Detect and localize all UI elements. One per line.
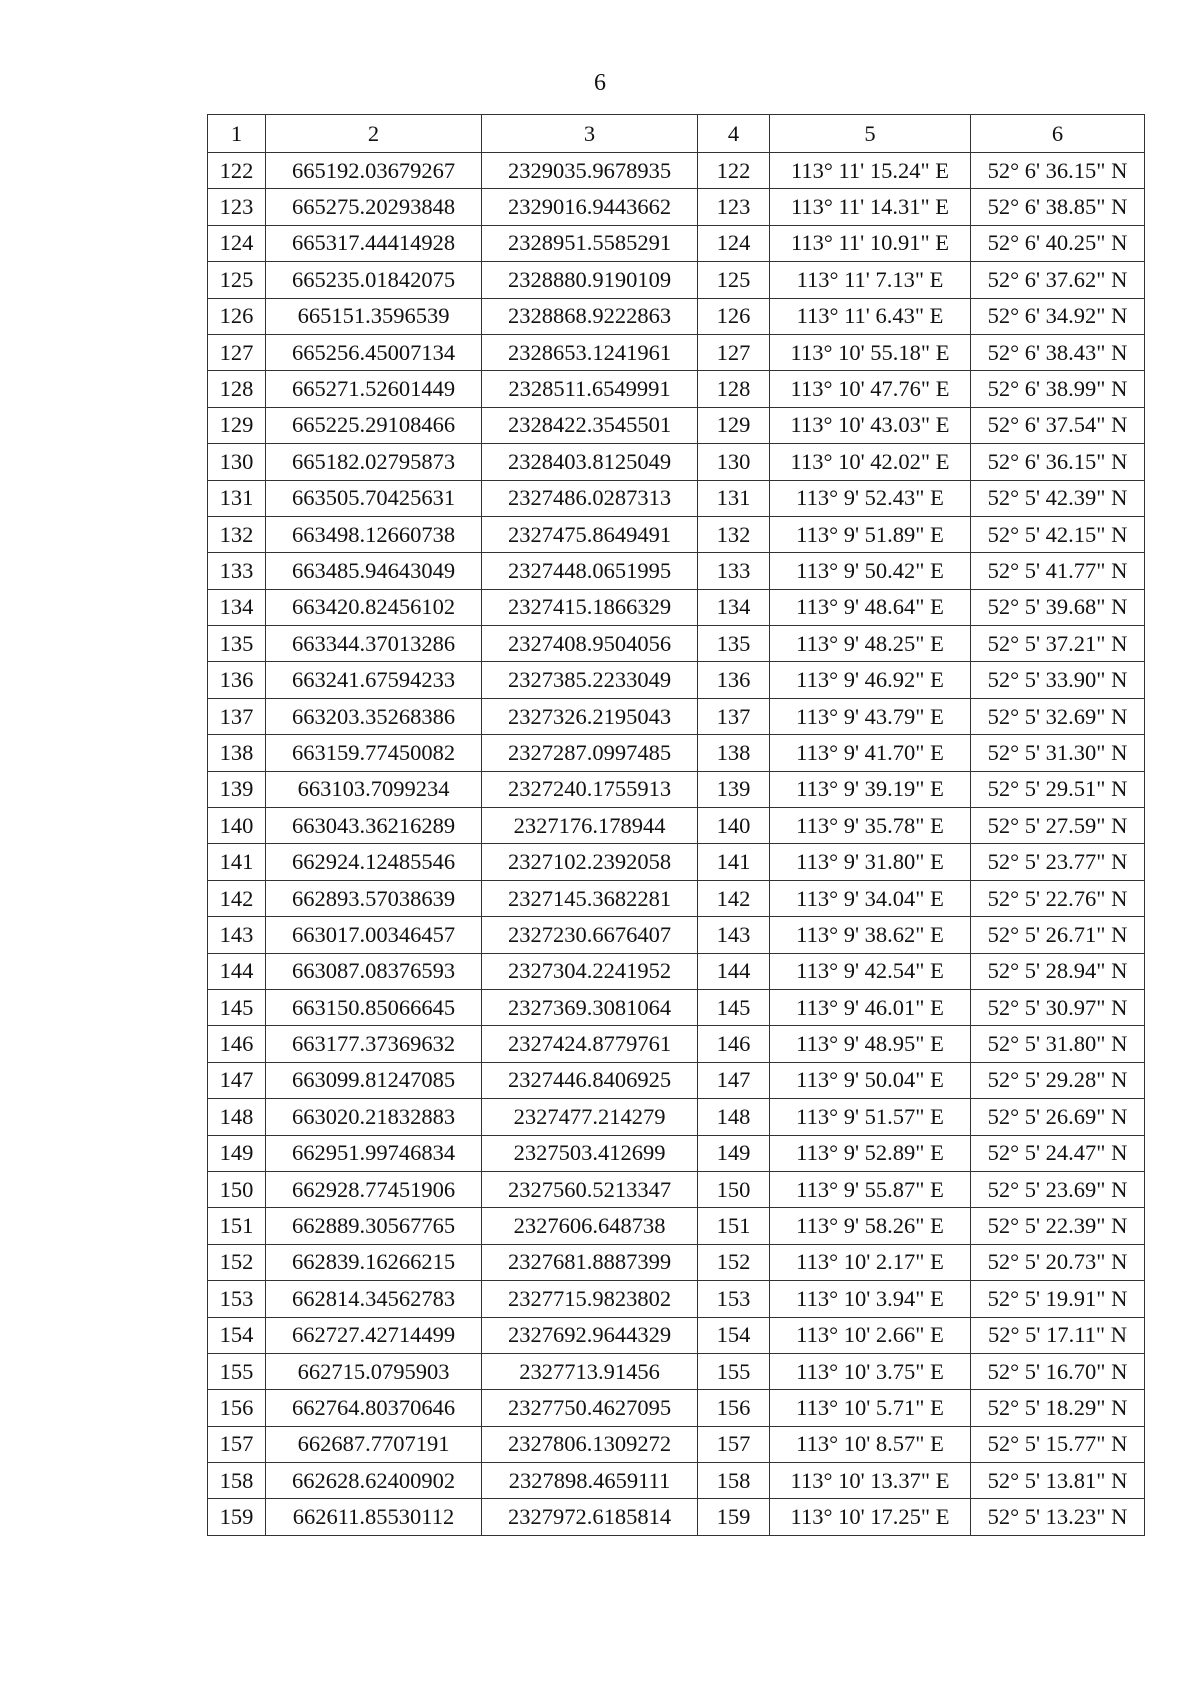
table-row — [208, 735, 1145, 771]
point-number-repeat-cell: 122 — [698, 153, 770, 189]
x-coordinate-cell: 665317.44414928 — [266, 225, 482, 261]
point-number-cell: 132 — [208, 516, 266, 552]
y-coordinate-cell: 2327369.3081064 — [482, 989, 698, 1025]
longitude-cell: 113° 9' 39.19" E — [770, 771, 971, 807]
longitude-cell: 113° 9' 58.26" E — [770, 1208, 971, 1244]
longitude-cell: 113° 10' 47.76" E — [770, 371, 971, 407]
table-row — [208, 480, 1145, 516]
y-coordinate-cell: 2327560.5213347 — [482, 1171, 698, 1207]
latitude-cell: 52° 5' 26.69" N — [971, 1099, 1145, 1135]
latitude-cell: 52° 5' 29.28" N — [971, 1062, 1145, 1098]
longitude-cell: 113° 9' 38.62" E — [770, 917, 971, 953]
table-row — [208, 1244, 1145, 1280]
x-coordinate-cell: 662889.30567765 — [266, 1208, 482, 1244]
longitude-cell: 113° 11' 15.24" E — [770, 153, 971, 189]
longitude-cell: 113° 9' 41.70" E — [770, 735, 971, 771]
longitude-cell: 113° 10' 5.71" E — [770, 1390, 971, 1426]
latitude-cell: 52° 5' 27.59" N — [971, 808, 1145, 844]
latitude-cell: 52° 5' 39.68" N — [971, 589, 1145, 625]
y-coordinate-cell: 2327446.8406925 — [482, 1062, 698, 1098]
point-number-cell: 146 — [208, 1026, 266, 1062]
latitude-cell: 52° 5' 13.23" N — [971, 1499, 1145, 1535]
y-coordinate-cell: 2327408.9504056 — [482, 626, 698, 662]
x-coordinate-cell: 662951.99746834 — [266, 1135, 482, 1171]
y-coordinate-cell: 2327486.0287313 — [482, 480, 698, 516]
point-number-repeat-cell: 136 — [698, 662, 770, 698]
table-row — [208, 153, 1145, 189]
latitude-cell: 52° 5' 26.71" N — [971, 917, 1145, 953]
x-coordinate-cell: 665271.52601449 — [266, 371, 482, 407]
longitude-cell: 113° 9' 55.87" E — [770, 1171, 971, 1207]
y-coordinate-cell: 2327681.8887399 — [482, 1244, 698, 1280]
point-number-repeat-cell: 158 — [698, 1463, 770, 1499]
point-number-cell: 123 — [208, 189, 266, 225]
longitude-cell: 113° 9' 50.04" E — [770, 1062, 971, 1098]
y-coordinate-cell: 2327424.8779761 — [482, 1026, 698, 1062]
y-coordinate-cell: 2328880.9190109 — [482, 262, 698, 298]
point-number-repeat-cell: 141 — [698, 844, 770, 880]
longitude-cell: 113° 10' 2.66" E — [770, 1317, 971, 1353]
y-coordinate-cell: 2327240.1755913 — [482, 771, 698, 807]
point-number-cell: 127 — [208, 334, 266, 370]
longitude-cell: 113° 9' 51.57" E — [770, 1099, 971, 1135]
x-coordinate-cell: 663420.82456102 — [266, 589, 482, 625]
y-coordinate-cell: 2327806.1309272 — [482, 1426, 698, 1462]
column-header-3: 3 — [482, 115, 698, 153]
latitude-cell: 52° 5' 18.29" N — [971, 1390, 1145, 1426]
point-number-repeat-cell: 130 — [698, 444, 770, 480]
point-number-cell: 144 — [208, 953, 266, 989]
latitude-cell: 52° 6' 38.85" N — [971, 189, 1145, 225]
x-coordinate-cell: 663087.08376593 — [266, 953, 482, 989]
latitude-cell: 52° 5' 15.77" N — [971, 1426, 1145, 1462]
longitude-cell: 113° 9' 43.79" E — [770, 698, 971, 734]
x-coordinate-cell: 665192.03679267 — [266, 153, 482, 189]
table-row — [208, 662, 1145, 698]
y-coordinate-cell: 2327326.2195043 — [482, 698, 698, 734]
y-coordinate-cell: 2327304.2241952 — [482, 953, 698, 989]
table-row — [208, 1463, 1145, 1499]
x-coordinate-cell: 663017.00346457 — [266, 917, 482, 953]
longitude-cell: 113° 9' 46.92" E — [770, 662, 971, 698]
longitude-cell: 113° 9' 51.89" E — [770, 516, 971, 552]
table-row — [208, 1281, 1145, 1317]
point-number-repeat-cell: 145 — [698, 989, 770, 1025]
x-coordinate-cell: 663177.37369632 — [266, 1026, 482, 1062]
x-coordinate-cell: 663020.21832883 — [266, 1099, 482, 1135]
point-number-cell: 152 — [208, 1244, 266, 1280]
point-number-cell: 153 — [208, 1281, 266, 1317]
y-coordinate-cell: 2327692.9644329 — [482, 1317, 698, 1353]
x-coordinate-cell: 662764.80370646 — [266, 1390, 482, 1426]
point-number-repeat-cell: 126 — [698, 298, 770, 334]
x-coordinate-cell: 665225.29108466 — [266, 407, 482, 443]
table-row — [208, 444, 1145, 480]
x-coordinate-cell: 662893.57038639 — [266, 880, 482, 916]
latitude-cell: 52° 6' 40.25" N — [971, 225, 1145, 261]
point-number-repeat-cell: 129 — [698, 407, 770, 443]
y-coordinate-cell: 2327415.1866329 — [482, 589, 698, 625]
latitude-cell: 52° 5' 23.77" N — [971, 844, 1145, 880]
point-number-repeat-cell: 144 — [698, 953, 770, 989]
y-coordinate-cell: 2327145.3682281 — [482, 880, 698, 916]
longitude-cell: 113° 10' 55.18" E — [770, 334, 971, 370]
latitude-cell: 52° 5' 41.77" N — [971, 553, 1145, 589]
longitude-cell: 113° 9' 52.43" E — [770, 480, 971, 516]
point-number-cell: 145 — [208, 989, 266, 1025]
table-row — [208, 808, 1145, 844]
y-coordinate-cell: 2327606.648738 — [482, 1208, 698, 1244]
latitude-cell: 52° 6' 34.92" N — [971, 298, 1145, 334]
longitude-cell: 113° 10' 42.02" E — [770, 444, 971, 480]
point-number-cell: 125 — [208, 262, 266, 298]
point-number-repeat-cell: 123 — [698, 189, 770, 225]
column-header-4: 4 — [698, 115, 770, 153]
point-number-repeat-cell: 152 — [698, 1244, 770, 1280]
point-number-repeat-cell: 159 — [698, 1499, 770, 1535]
x-coordinate-cell: 665151.3596539 — [266, 298, 482, 334]
point-number-repeat-cell: 139 — [698, 771, 770, 807]
latitude-cell: 52° 6' 36.15" N — [971, 153, 1145, 189]
x-coordinate-cell: 662687.7707191 — [266, 1426, 482, 1462]
table-row — [208, 698, 1145, 734]
latitude-cell: 52° 5' 42.15" N — [971, 516, 1145, 552]
latitude-cell: 52° 6' 38.43" N — [971, 334, 1145, 370]
point-number-repeat-cell: 133 — [698, 553, 770, 589]
point-number-repeat-cell: 146 — [698, 1026, 770, 1062]
point-number-repeat-cell: 138 — [698, 735, 770, 771]
x-coordinate-cell: 662924.12485546 — [266, 844, 482, 880]
table-row — [208, 1099, 1145, 1135]
latitude-cell: 52° 6' 37.54" N — [971, 407, 1145, 443]
latitude-cell: 52° 5' 20.73" N — [971, 1244, 1145, 1280]
x-coordinate-cell: 663203.35268386 — [266, 698, 482, 734]
latitude-cell: 52° 6' 38.99" N — [971, 371, 1145, 407]
table-row — [208, 225, 1145, 261]
column-header-1: 1 — [208, 115, 266, 153]
latitude-cell: 52° 5' 28.94" N — [971, 953, 1145, 989]
y-coordinate-cell: 2327477.214279 — [482, 1099, 698, 1135]
latitude-cell: 52° 5' 31.80" N — [971, 1026, 1145, 1062]
latitude-cell: 52° 6' 36.15" N — [971, 444, 1145, 480]
y-coordinate-cell: 2327102.2392058 — [482, 844, 698, 880]
point-number-cell: 140 — [208, 808, 266, 844]
table-row — [208, 917, 1145, 953]
table-row — [208, 262, 1145, 298]
point-number-repeat-cell: 128 — [698, 371, 770, 407]
table-row — [208, 371, 1145, 407]
point-number-repeat-cell: 140 — [698, 808, 770, 844]
point-number-cell: 141 — [208, 844, 266, 880]
point-number-cell: 147 — [208, 1062, 266, 1098]
x-coordinate-cell: 665256.45007134 — [266, 334, 482, 370]
point-number-cell: 129 — [208, 407, 266, 443]
point-number-repeat-cell: 147 — [698, 1062, 770, 1098]
table-row — [208, 1353, 1145, 1389]
x-coordinate-cell: 663241.67594233 — [266, 662, 482, 698]
latitude-cell: 52° 5' 22.76" N — [971, 880, 1145, 916]
table-row — [208, 880, 1145, 916]
x-coordinate-cell: 663505.70425631 — [266, 480, 482, 516]
latitude-cell: 52° 5' 31.30" N — [971, 735, 1145, 771]
point-number-cell: 159 — [208, 1499, 266, 1535]
longitude-cell: 113° 10' 13.37" E — [770, 1463, 971, 1499]
x-coordinate-cell: 662727.42714499 — [266, 1317, 482, 1353]
longitude-cell: 113° 10' 17.25" E — [770, 1499, 971, 1535]
x-coordinate-cell: 662928.77451906 — [266, 1171, 482, 1207]
point-number-repeat-cell: 142 — [698, 880, 770, 916]
x-coordinate-cell: 663099.81247085 — [266, 1062, 482, 1098]
table-row — [208, 989, 1145, 1025]
point-number-repeat-cell: 143 — [698, 917, 770, 953]
point-number-cell: 138 — [208, 735, 266, 771]
y-coordinate-cell: 2327475.8649491 — [482, 516, 698, 552]
table-row — [208, 334, 1145, 370]
table-row — [208, 1208, 1145, 1244]
page-number: 6 — [594, 70, 606, 96]
longitude-cell: 113° 11' 14.31" E — [770, 189, 971, 225]
y-coordinate-cell: 2327972.6185814 — [482, 1499, 698, 1535]
x-coordinate-cell: 662611.85530112 — [266, 1499, 482, 1535]
longitude-cell: 113° 9' 42.54" E — [770, 953, 971, 989]
x-coordinate-cell: 663043.36216289 — [266, 808, 482, 844]
point-number-repeat-cell: 154 — [698, 1317, 770, 1353]
latitude-cell: 52° 5' 16.70" N — [971, 1353, 1145, 1389]
point-number-cell: 131 — [208, 480, 266, 516]
longitude-cell: 113° 10' 3.75" E — [770, 1353, 971, 1389]
point-number-repeat-cell: 156 — [698, 1390, 770, 1426]
table-row — [208, 298, 1145, 334]
table-row — [208, 407, 1145, 443]
longitude-cell: 113° 11' 7.13" E — [770, 262, 971, 298]
x-coordinate-cell: 663159.77450082 — [266, 735, 482, 771]
point-number-cell: 149 — [208, 1135, 266, 1171]
latitude-cell: 52° 5' 19.91" N — [971, 1281, 1145, 1317]
longitude-cell: 113° 9' 35.78" E — [770, 808, 971, 844]
y-coordinate-cell: 2329035.9678935 — [482, 153, 698, 189]
table-row — [208, 1317, 1145, 1353]
x-coordinate-cell: 663485.94643049 — [266, 553, 482, 589]
point-number-repeat-cell: 132 — [698, 516, 770, 552]
point-number-repeat-cell: 157 — [698, 1426, 770, 1462]
longitude-cell: 113° 9' 48.25" E — [770, 626, 971, 662]
y-coordinate-cell: 2327448.0651995 — [482, 553, 698, 589]
latitude-cell: 52° 5' 13.81" N — [971, 1463, 1145, 1499]
table-body — [208, 153, 1145, 1536]
table-row — [208, 589, 1145, 625]
point-number-cell: 143 — [208, 917, 266, 953]
table-header — [208, 115, 1145, 153]
point-number-cell: 128 — [208, 371, 266, 407]
longitude-cell: 113° 9' 48.64" E — [770, 589, 971, 625]
y-coordinate-cell: 2327503.412699 — [482, 1135, 698, 1171]
point-number-cell: 136 — [208, 662, 266, 698]
x-coordinate-cell: 663344.37013286 — [266, 626, 482, 662]
point-number-cell: 122 — [208, 153, 266, 189]
point-number-cell: 137 — [208, 698, 266, 734]
x-coordinate-cell: 662839.16266215 — [266, 1244, 482, 1280]
x-coordinate-cell: 665235.01842075 — [266, 262, 482, 298]
latitude-cell: 52° 5' 17.11" N — [971, 1317, 1145, 1353]
point-number-cell: 130 — [208, 444, 266, 480]
point-number-cell: 155 — [208, 1353, 266, 1389]
column-header-6: 6 — [971, 115, 1145, 153]
longitude-cell: 113° 10' 8.57" E — [770, 1426, 971, 1462]
longitude-cell: 113° 11' 10.91" E — [770, 225, 971, 261]
y-coordinate-cell: 2328653.1241961 — [482, 334, 698, 370]
latitude-cell: 52° 5' 42.39" N — [971, 480, 1145, 516]
table-row — [208, 1171, 1145, 1207]
table-row — [208, 1026, 1145, 1062]
y-coordinate-cell: 2327750.4627095 — [482, 1390, 698, 1426]
x-coordinate-cell: 662814.34562783 — [266, 1281, 482, 1317]
point-number-repeat-cell: 127 — [698, 334, 770, 370]
y-coordinate-cell: 2328422.3545501 — [482, 407, 698, 443]
y-coordinate-cell: 2328868.9222863 — [482, 298, 698, 334]
point-number-cell: 124 — [208, 225, 266, 261]
table-row — [208, 844, 1145, 880]
table-row — [208, 626, 1145, 662]
table-row — [208, 189, 1145, 225]
latitude-cell: 52° 6' 37.62" N — [971, 262, 1145, 298]
point-number-cell: 126 — [208, 298, 266, 334]
point-number-repeat-cell: 134 — [698, 589, 770, 625]
y-coordinate-cell: 2327715.9823802 — [482, 1281, 698, 1317]
x-coordinate-cell: 663498.12660738 — [266, 516, 482, 552]
point-number-cell: 133 — [208, 553, 266, 589]
y-coordinate-cell: 2328403.8125049 — [482, 444, 698, 480]
table-row — [208, 771, 1145, 807]
point-number-cell: 156 — [208, 1390, 266, 1426]
y-coordinate-cell: 2327385.2233049 — [482, 662, 698, 698]
y-coordinate-cell: 2328511.6549991 — [482, 371, 698, 407]
longitude-cell: 113° 11' 6.43" E — [770, 298, 971, 334]
point-number-repeat-cell: 135 — [698, 626, 770, 662]
point-number-repeat-cell: 125 — [698, 262, 770, 298]
column-header-2: 2 — [266, 115, 482, 153]
coordinates-table — [207, 114, 1145, 1536]
latitude-cell: 52° 5' 29.51" N — [971, 771, 1145, 807]
y-coordinate-cell: 2329016.9443662 — [482, 189, 698, 225]
latitude-cell: 52° 5' 24.47" N — [971, 1135, 1145, 1171]
point-number-cell: 154 — [208, 1317, 266, 1353]
x-coordinate-cell: 662628.62400902 — [266, 1463, 482, 1499]
point-number-repeat-cell: 149 — [698, 1135, 770, 1171]
x-coordinate-cell: 665182.02795873 — [266, 444, 482, 480]
y-coordinate-cell: 2327898.4659111 — [482, 1463, 698, 1499]
point-number-cell: 151 — [208, 1208, 266, 1244]
latitude-cell: 52° 5' 22.39" N — [971, 1208, 1145, 1244]
y-coordinate-cell: 2327713.91456 — [482, 1353, 698, 1389]
x-coordinate-cell: 662715.0795903 — [266, 1353, 482, 1389]
x-coordinate-cell: 663103.7099234 — [266, 771, 482, 807]
latitude-cell: 52° 5' 37.21" N — [971, 626, 1145, 662]
longitude-cell: 113° 9' 34.04" E — [770, 880, 971, 916]
point-number-repeat-cell: 151 — [698, 1208, 770, 1244]
latitude-cell: 52° 5' 33.90" N — [971, 662, 1145, 698]
header-row — [208, 115, 1145, 153]
table-row — [208, 1062, 1145, 1098]
longitude-cell: 113° 9' 52.89" E — [770, 1135, 971, 1171]
table-row — [208, 553, 1145, 589]
longitude-cell: 113° 9' 50.42" E — [770, 553, 971, 589]
point-number-repeat-cell: 153 — [698, 1281, 770, 1317]
point-number-repeat-cell: 150 — [698, 1171, 770, 1207]
point-number-repeat-cell: 148 — [698, 1099, 770, 1135]
latitude-cell: 52° 5' 23.69" N — [971, 1171, 1145, 1207]
point-number-cell: 157 — [208, 1426, 266, 1462]
y-coordinate-cell: 2328951.5585291 — [482, 225, 698, 261]
point-number-cell: 134 — [208, 589, 266, 625]
longitude-cell: 113° 9' 31.80" E — [770, 844, 971, 880]
table-row — [208, 953, 1145, 989]
longitude-cell: 113° 10' 2.17" E — [770, 1244, 971, 1280]
latitude-cell: 52° 5' 32.69" N — [971, 698, 1145, 734]
longitude-cell: 113° 9' 48.95" E — [770, 1026, 971, 1062]
point-number-cell: 148 — [208, 1099, 266, 1135]
table-row — [208, 1135, 1145, 1171]
y-coordinate-cell: 2327287.0997485 — [482, 735, 698, 771]
longitude-cell: 113° 10' 3.94" E — [770, 1281, 971, 1317]
point-number-cell: 158 — [208, 1463, 266, 1499]
longitude-cell: 113° 9' 46.01" E — [770, 989, 971, 1025]
table-row — [208, 1426, 1145, 1462]
x-coordinate-cell: 665275.20293848 — [266, 189, 482, 225]
point-number-cell: 135 — [208, 626, 266, 662]
x-coordinate-cell: 663150.85066645 — [266, 989, 482, 1025]
point-number-repeat-cell: 124 — [698, 225, 770, 261]
point-number-cell: 142 — [208, 880, 266, 916]
latitude-cell: 52° 5' 30.97" N — [971, 989, 1145, 1025]
point-number-repeat-cell: 131 — [698, 480, 770, 516]
y-coordinate-cell: 2327176.178944 — [482, 808, 698, 844]
column-header-5: 5 — [770, 115, 971, 153]
table-row — [208, 516, 1145, 552]
table-row — [208, 1390, 1145, 1426]
y-coordinate-cell: 2327230.6676407 — [482, 917, 698, 953]
table-row — [208, 1499, 1145, 1535]
point-number-cell: 150 — [208, 1171, 266, 1207]
point-number-repeat-cell: 155 — [698, 1353, 770, 1389]
longitude-cell: 113° 10' 43.03" E — [770, 407, 971, 443]
point-number-cell: 139 — [208, 771, 266, 807]
point-number-repeat-cell: 137 — [698, 698, 770, 734]
